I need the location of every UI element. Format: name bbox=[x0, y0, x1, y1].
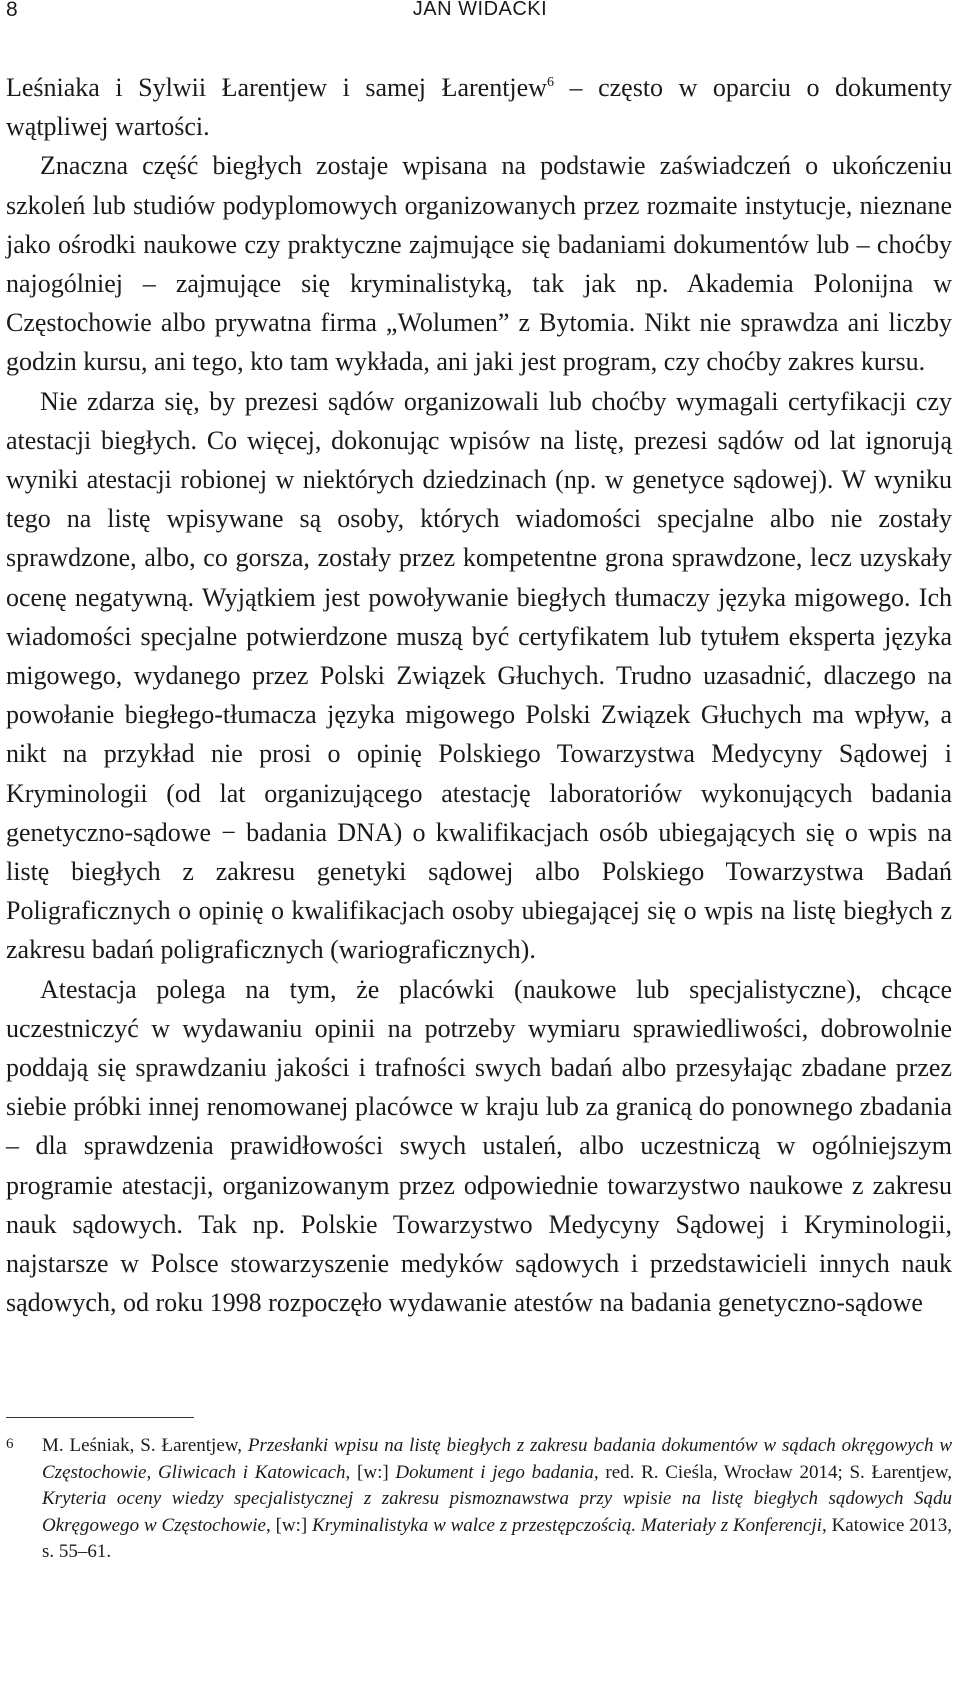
footnote-separator bbox=[6, 1417, 194, 1418]
paragraph-1-text-cont: – często w oparciu o dokumenty wątpliwej wartości. bbox=[6, 73, 953, 142]
footnote-segment: , [w:] bbox=[265, 1514, 313, 1536]
paragraph-1-text: Leśniaka i Sylwii Łarentjew i samej Łarentjew bbox=[6, 73, 547, 102]
paragraph-3: Nie zdarza się, by prezesi sądów organizowali lub choćby wymagali certyfikacji czy atestacji biegłych. Co więcej, dokonując wpisów na listę, prezesi sądów od lat ignorują wyniki atestacji robionej w niektórych dziedzinach (np. w genetyce sądowej). W wyniku tego na listę wpisywane są osoby, których wiadomości specjalne albo nie zostały sprawdzone, albo, co gorsza, zostały przez kompetentne grona sprawdzone, lecz uzyskały ocenę negatywną. Wyjątkiem jest powoływanie biegłych tłumaczy języka migowego. Ich wiadomości specjalne potwierdzone muszą być certyfikatem lub tytułem eksperta języka migowego, wydanego przez Polski Związek Głuchych. Trudno uzasadnić, dlaczego na powołanie biegłego-tłumacza języka migowego Polski Związek Głuchych ma wpływ, a nikt na przykład nie prosi o opinię Polskiego Towarzystwa Medycyny Sądowej i Kryminologii (od lat organizującego atestację laboratoriów wykonujących badania genetyczno-sądowe − badania DNA) o kwalifikacjach osób ubiegających się o wpis na listę biegłych z zakresu genetyki sądowej albo Polskiego Towarzystwa Badań Poligraficznych o opinię o kwalifikacjach osoby ubiegającej się o wpis na listę biegłych z zakresu badań poligraficznych (wariograficznych). bbox=[6, 386, 952, 965]
paragraph-4: Atestacja polega na tym, że placówki (naukowe lub specjalistyczne), chcące uczestniczyć w wydawaniu opinii na potrzeby wymiaru sprawiedliwości, dobrowolnie poddają się sprawdzaniu jakości i trafności swych badań albo przesyłając zbadane przez siebie próbki innej renomowanej placówce w kraju lub za granicą do ponownego zbadania – dla sprawdzenia prawidłowości swych ustaleń, albo uczestniczą w ogólniejszym programie atestacji, organizowanym przez odpowiednie towarzystwo naukowe z zakresu nauk sądowych. Tak np. Polskie Towarzystwo Medycyny Sądowej i Kryminologii, najstarsze w Polsce stowarzyszenie medyków sądowych i przedstawicieli innych nauk sądowych, od roku 1998 rozpoczęło wydawanie atestów na badania genetyczno-sądowe bbox=[6, 974, 952, 1318]
paragraph-1 bbox=[6, 68, 952, 146]
footnote-title-italic: Dokument i jego badania bbox=[395, 1461, 594, 1483]
footnote-segment: , Katowice 2013, s. 55–61. bbox=[42, 1514, 952, 1562]
footnote-ref-6: 6 bbox=[546, 75, 554, 90]
footnote-6 bbox=[6, 1433, 952, 1566]
footnote-segment: , [w:] bbox=[345, 1461, 396, 1483]
footnote-text bbox=[42, 1433, 952, 1566]
footnote-title-italic: Kryteria oceny wiedzy specjalistycznej z zakresu pismoznawstwa przy wpisie na listę biegłych sądowych Sądu Okręgowego w Częstochowie bbox=[42, 1488, 952, 1536]
footnote-title-italic: Przesłanki wpisu na listę biegłych z zakresu badania dokumentów w sądach okręgowych w Częstochowie, Gliwicach i Katowicach bbox=[42, 1435, 952, 1483]
main-text bbox=[6, 68, 952, 1323]
paragraph-2: Znaczna część biegłych zostaje wpisana na podstawie zaświadczeń o ukończeniu szkoleń lub studiów podyplomowych organizowanych przez rozmaite instytucje, nieznane jako ośrodki naukowe czy praktyczne zajmujące się badaniami dokumentów lub – choćby najogólniej – zajmujące się kryminalistyką, tak jak np. Akademia Polonijna w Częstochowie albo prywatna firma „Wolumen” z Bytomia. Nikt nie sprawdza ani liczby godzin kursu, ani tego, kto tam wykłada, ani jaki jest program, czy choćby zakres kursu. bbox=[6, 151, 952, 377]
footnote-number: 6 bbox=[6, 1436, 14, 1452]
footnote-segment: , red. R. Cieśla, Wrocław 2014; S. Łarentjew, bbox=[593, 1461, 952, 1483]
page-header bbox=[0, 0, 960, 30]
footnote-title-italic: Kryminalistyka w walce z przestępczością. Materiały z Konferencji bbox=[312, 1514, 822, 1536]
footnote-segment: M. Leśniak, S. Łarentjew, bbox=[42, 1435, 248, 1456]
running-head: JAN WIDACKI bbox=[412, 0, 548, 20]
page-number: 8 bbox=[6, 0, 18, 21]
